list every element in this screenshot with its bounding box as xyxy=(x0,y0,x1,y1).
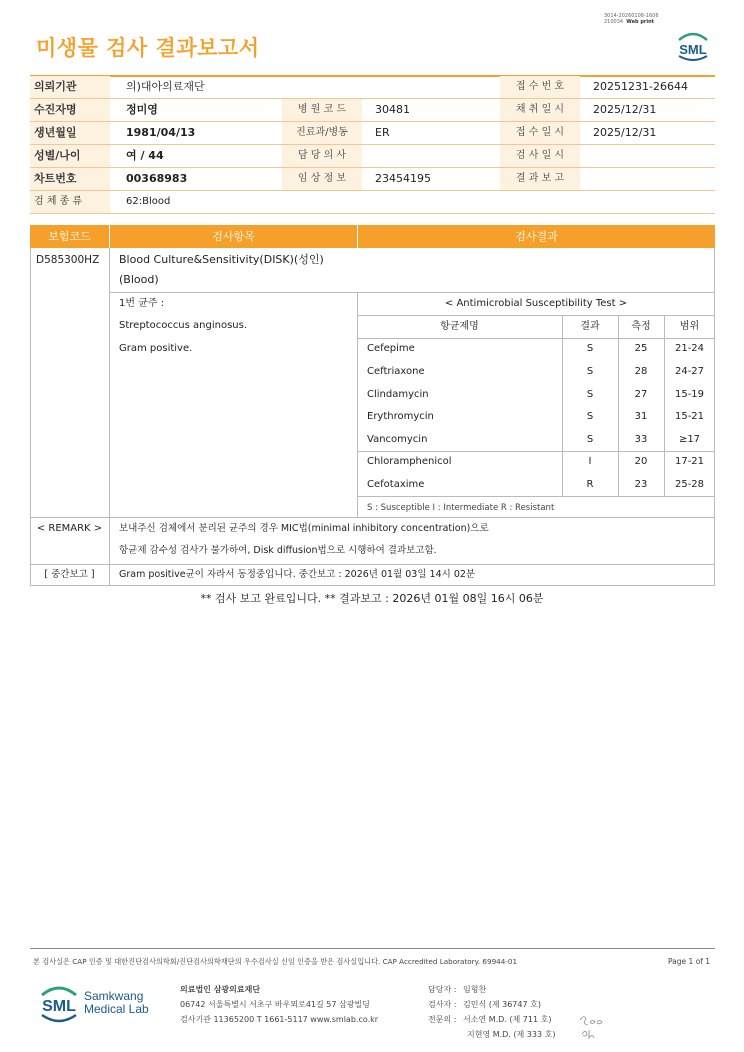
staff-name: 서소연 M.D. (제 711 호) xyxy=(462,1015,552,1024)
interim-label: [ 중간보고 ] xyxy=(44,569,95,580)
label-name: 수진자명 xyxy=(30,99,110,121)
info-row-6 xyxy=(30,191,715,214)
signature-icon xyxy=(576,1010,610,1042)
col-code: 보험코드 xyxy=(48,230,91,243)
ast-result: R xyxy=(586,479,594,490)
label-request-org: 의뢰기관 xyxy=(30,76,110,98)
info-row-5 xyxy=(30,168,715,191)
ast-drug: Chloramphenicol xyxy=(367,456,452,467)
divider xyxy=(30,564,715,565)
ast-range: 17-21 xyxy=(674,456,705,467)
label-birth: 생년월일 xyxy=(30,122,110,144)
page-title: 미생물 검사 결과보고서 xyxy=(36,36,260,60)
test-name: Blood Culture&Sensitivity(DISK)(성인) xyxy=(119,253,324,266)
sml-footer-logo-icon xyxy=(36,981,82,1025)
label-chart: 차트번호 xyxy=(30,168,110,190)
specimen: 62:Blood xyxy=(126,196,171,207)
ast-legend: S : Susceptible I : Intermediate R : Resistant xyxy=(367,503,555,513)
ast-drug: Ceftriaxone xyxy=(367,366,425,377)
divider xyxy=(109,292,715,293)
label-doctor: 담 당 의 사 xyxy=(282,145,362,167)
ast-drug: Clindamycin xyxy=(367,389,429,400)
request-org: 의)대아의료재단 xyxy=(126,80,205,93)
ast-measure: 28 xyxy=(634,366,648,377)
org-contact: 검사기관 11365200 T 1661-5117 www.smlab.co.kr xyxy=(180,1015,379,1024)
brand-line-1: Samkwang xyxy=(84,989,144,1003)
ast-result: I xyxy=(588,456,592,467)
label-hospital-code: 병 원 코 드 xyxy=(282,99,362,121)
ast-measure: 25 xyxy=(634,343,648,354)
staff-label: 전문의 : xyxy=(428,1015,457,1024)
info-row-2 xyxy=(30,99,715,122)
divider xyxy=(30,517,715,518)
chart-no: 00368983 xyxy=(126,172,188,185)
top-meta xyxy=(604,13,659,25)
page-number: Page 1 of 1 xyxy=(668,957,711,966)
ast-range: 25-28 xyxy=(674,479,705,490)
ast-measure: 20 xyxy=(634,456,648,467)
sex-age: 여 / 44 xyxy=(126,149,164,162)
label-receipt-no: 접 수 번 호 xyxy=(500,76,580,98)
svg-text:SML: SML xyxy=(679,42,707,57)
ast-result: S xyxy=(586,366,594,377)
cap-statement: 본 검사실은 CAP 인증 및 대한진단검사의학회/진단검사의학재단의 우수검사실 신임 인증을 받은 검사실입니다. CAP Accredited Laboratory. 69944-01 xyxy=(33,957,518,966)
ast-measure: 27 xyxy=(634,389,648,400)
ast-result: S xyxy=(586,389,594,400)
birth-date: 1981/04/13 xyxy=(126,126,196,139)
footer-staff xyxy=(428,982,555,1042)
ast-range: ≥17 xyxy=(678,434,701,445)
org-name: 의료법인 삼광의료재단 xyxy=(180,985,261,994)
divider xyxy=(109,517,110,586)
footer-divider xyxy=(30,948,715,949)
divider xyxy=(357,315,715,316)
brand-line-2: Medical Lab xyxy=(84,1002,149,1016)
dept: ER xyxy=(375,126,390,139)
sml-logo-icon xyxy=(673,26,713,62)
label-clinical: 임 상 정 보 xyxy=(282,168,362,190)
ast-measure: 31 xyxy=(634,411,648,422)
label-receipt-date: 접 수 일 시 xyxy=(500,122,580,144)
receipt-date: 2025/12/31 xyxy=(593,126,657,139)
patient-name: 정미영 xyxy=(126,103,158,116)
info-row-4 xyxy=(30,145,715,168)
insurance-code: D585300HZ xyxy=(36,254,100,266)
receipt-no: 20251231-26644 xyxy=(593,80,688,93)
remark-line-1: 보내주신 검체에서 분리된 균주의 경우 MIC법(minimal inhibitory concentration)으로 xyxy=(119,523,489,534)
ast-title: < Antimicrobial Susceptibility Test > xyxy=(444,298,628,309)
svg-text:SML: SML xyxy=(42,998,76,1015)
result-table-body xyxy=(30,248,715,586)
hospital-code: 30481 xyxy=(375,103,410,116)
test-sub: (Blood) xyxy=(119,273,159,286)
ast-range: 21-24 xyxy=(674,343,705,354)
ast-range: 15-19 xyxy=(674,389,705,400)
staff-label: 담당자 : xyxy=(428,985,457,994)
organism-name: Streptococcus anginosus. xyxy=(119,320,248,331)
col-item: 검사항목 xyxy=(109,225,357,248)
ast-result: S xyxy=(586,411,594,422)
result-table-header xyxy=(30,225,715,248)
interim-text: Gram positive균이 자라서 동정중입니다. 중간보고 : 2026년 01월 03일 14시 02분 xyxy=(119,569,476,580)
top-meta-line1: 3014-20260108-1606 xyxy=(604,13,659,19)
top-meta-line2: 210034 Web print xyxy=(604,19,655,25)
ast-range: 24-27 xyxy=(674,366,705,377)
ast-result: S xyxy=(586,434,594,445)
org-address: 06742 서울특별시 서초구 바우뫼로41길 57 삼광빌딩 xyxy=(180,1000,370,1009)
ast-header-result: 결과 xyxy=(580,321,600,332)
label-report: 결 과 보 고 xyxy=(500,168,580,190)
footer-brand xyxy=(84,990,149,1016)
staff-name: 지현영 M.D. (제 333 호) xyxy=(467,1030,556,1039)
staff-name: 김민식 (제 36747 호) xyxy=(462,1000,541,1009)
final-report-text: ** 검사 보고 완료입니다. ** 결과보고 : 2026년 01월 08일 16시 06분 xyxy=(200,592,544,605)
divider xyxy=(357,338,715,339)
organism-no: 1번 균주 : xyxy=(119,298,165,309)
divider xyxy=(357,496,715,497)
col-result: 검사결과 xyxy=(357,225,715,248)
ast-drug: Erythromycin xyxy=(367,411,434,422)
label-dept: 진료과/병동 xyxy=(282,122,362,144)
footer-org xyxy=(180,982,378,1027)
label-specimen: 검 체 종 류 xyxy=(30,191,110,213)
label-sex-age: 성별/나이 xyxy=(30,145,110,167)
info-row-3 xyxy=(30,122,715,145)
ast-result: S xyxy=(586,343,594,354)
ast-header-measure: 측정 xyxy=(631,321,651,332)
info-row-1 xyxy=(30,76,715,99)
clinical-info: 23454195 xyxy=(375,172,431,185)
ast-header-range: 범위 xyxy=(679,321,700,332)
ast-range: 15-21 xyxy=(674,411,705,422)
divider xyxy=(109,248,110,517)
label-test-date: 검 사 일 시 xyxy=(500,145,580,167)
ast-drug: Vancomycin xyxy=(367,434,428,445)
ast-drug: Cefepime xyxy=(367,343,415,354)
ast-drug: Cefotaxime xyxy=(367,479,425,490)
remark-label: < REMARK > xyxy=(36,523,103,534)
ast-measure: 23 xyxy=(634,479,648,490)
ast-header-drug: 항균제명 xyxy=(440,321,479,332)
gram-stain: Gram positive. xyxy=(119,343,193,354)
collect-date: 2025/12/31 xyxy=(593,103,657,116)
ast-measure: 33 xyxy=(634,434,648,445)
staff-name: 임형찬 xyxy=(462,985,487,994)
label-collect-date: 채 취 일 시 xyxy=(500,99,580,121)
remark-line-2: 항균제 감수성 검사가 불가하여, Disk diffusion법으로 시행하여 결과보고함. xyxy=(119,545,437,556)
staff-label: 검사자 : xyxy=(428,1000,457,1009)
divider xyxy=(357,451,715,452)
